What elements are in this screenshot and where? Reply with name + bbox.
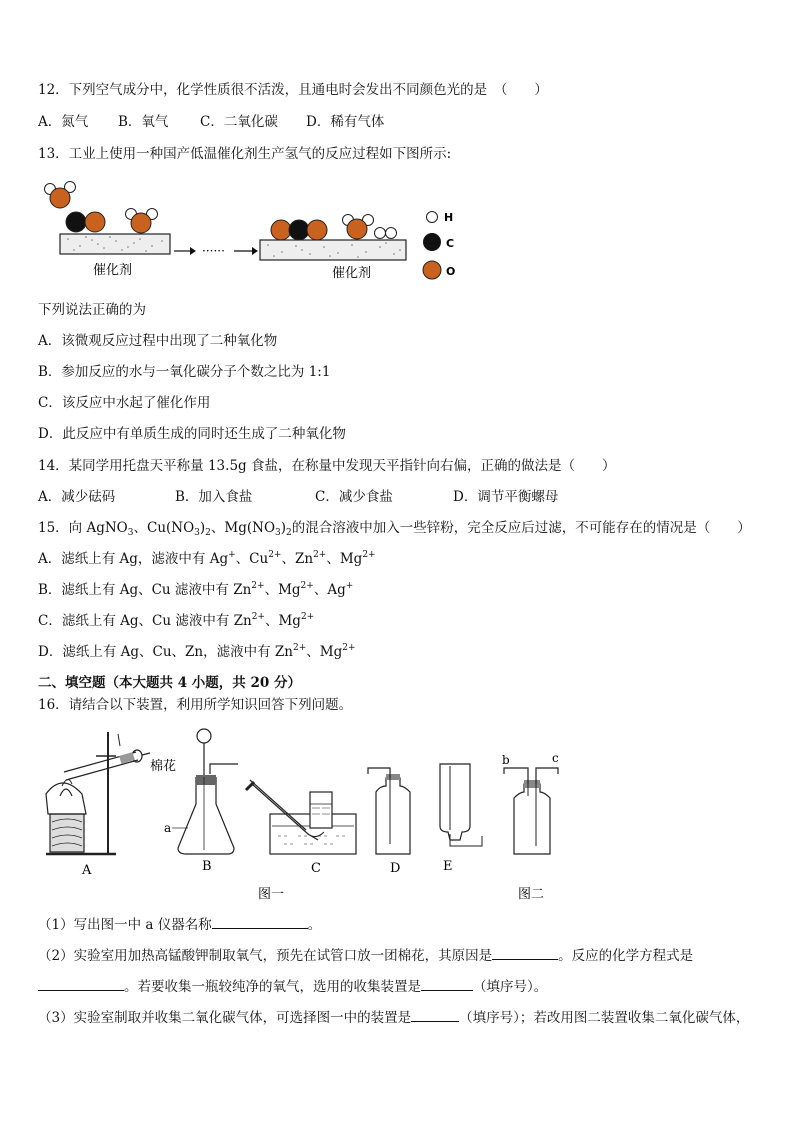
apparatus-a [46,732,150,854]
catalyst-slab-1 [60,234,170,254]
legend [423,211,455,279]
q14-option-b: B．加入食盐 [175,489,253,505]
q14-option-d: D．调节平衡螺母 [453,489,559,505]
legend-h-swatch [427,212,438,223]
q13-option-b: B．参加反应的水与一氧化碳分子个数之比为 1:1 [38,364,331,380]
label-a: a [164,821,172,835]
q16-part1: （1）写出图一中 a 仪器名称 。 [38,914,321,935]
legend-c-swatch [423,233,441,251]
blank-1[interactable] [212,914,308,929]
q13-stem: 13．工业上使用一种国产低温催化剂生产氢气的反应过程如下图所示: [38,146,452,162]
cotton-label: 棉花 [150,759,177,774]
q12-options [38,112,384,132]
blank-4[interactable] [421,976,473,991]
water-molecule-1 [45,182,76,209]
co-molecule-1 [66,212,105,232]
q12-stem: 12．下列空气成分中，化学性质很不活泼，且通电时会发出不同颜色光的是 （ ） [38,82,548,98]
arrow-icon [252,247,258,255]
q15-option-b: B．滤纸上有 Ag、Cu 滤液中有 $Zn^{2+}$、$Mg^{2+}$、Ag+ [38,581,354,598]
catalyst-label-2: 催化剂 [332,266,372,281]
q16-stem: 16．请结合以下装置，利用所学知识回答下列问题。 [38,697,353,713]
catalyst-label-1: 催化剂 [93,263,133,278]
app-label-e: E [443,859,453,874]
q14-option-c: C．减少食盐 [315,489,393,505]
section-2-title: 二、填空题（本大题共 4 小题，共 20 分） [38,675,301,691]
legend-h-label: H [444,211,454,224]
q13-prompt: 下列说法正确的为 [38,302,146,318]
blank-5[interactable] [411,1007,459,1022]
apparatus-c [246,780,356,854]
q14-option-a: A．减少砝码 [38,489,116,505]
q15-option-c: C．滤纸上有 Ag、Cu 滤液中有 $Zn^{2+}$、$Mg^{2+}$ [38,612,315,629]
catalyst-slab-2 [260,240,406,260]
co2-molecule [271,220,327,240]
q16-apparatus-figure [38,722,578,904]
app-label-d: D [390,861,401,876]
apparatus-fig2 [504,768,558,854]
q16-part2: （2）实验室用加热高锰酸钾制取氧气，预先在试管口放一团棉花，其原因是 。反应的化学方程式是 [38,945,693,966]
q12-option-b: B．氧气 [118,114,169,130]
arrow-icon [190,247,196,255]
legend-c-label: C [446,237,455,250]
app-label-a: A [82,863,92,878]
q12-option-d: D．稀有气体 [306,114,385,130]
legend-o-label: O [446,265,456,278]
fig2-caption: 图二 [518,887,545,902]
fig1-caption: 图一 [258,887,285,902]
blank-2[interactable] [492,945,558,960]
water-molecule-3 [343,215,374,240]
q13-option-d: D．此反应中有单质生成的同时还生成了二种氧化物 [38,426,346,442]
h2-molecule [375,228,397,239]
q12-option-c: C．二氧化碳 [200,114,278,130]
app-label-c: C [311,861,321,876]
legend-o-swatch [423,261,441,279]
q13-option-a: A．该微观反应过程中出现了二种氧化物 [38,333,278,349]
app-label-b: B [202,859,212,874]
water-molecule-2 [126,209,158,234]
q15-option-a: A．滤纸上有 Ag，滤液中有 Ag+、$Cu^{2+}$、$Zn^{2+}$、$Mg^{2+}$ [38,550,376,567]
blank-3[interactable] [38,976,124,991]
q15-option-d: D．滤纸上有 Ag、Cu、Zn，滤液中有 $Zn^{2+}$、$Mg^{2+}$ [38,643,356,660]
q15-stem: 15．向 AgNO$_3$、$Cu(NO_3)_2$、$Mg(NO_3)_2$的混合溶液中加入一些锌粉，完全反应后过滤，不可能存在的情况是（ ） [38,520,751,538]
label-b: b [502,753,510,767]
q12-option-a: A．氮气 [38,114,89,130]
apparatus-b [172,729,238,854]
q14-options [38,487,558,507]
q13-option-c: C．该反应中水起了催化作用 [38,395,211,411]
ellipsis-dots: ······ [202,244,225,258]
label-c: c [552,751,559,765]
apparatus-d [368,768,410,854]
q16-part3: （3）实验室制取并收集二氧化碳气体，可选择图一中的装置是 （填序号）；若改用图二装置收集二氧化碳气体， [38,1007,749,1028]
q13-reaction-figure [36,176,466,288]
q16-part2-line2: 。若要收集一瓶较纯净的氧气，选用的收集装置是 （填序号）。 [38,976,547,997]
q14-stem: 14．某同学用托盘天平称量 13.5g 食盐，在称量中发现天平指针向右偏，正确的做法是（ ） [38,458,616,474]
apparatus-e [440,764,482,846]
